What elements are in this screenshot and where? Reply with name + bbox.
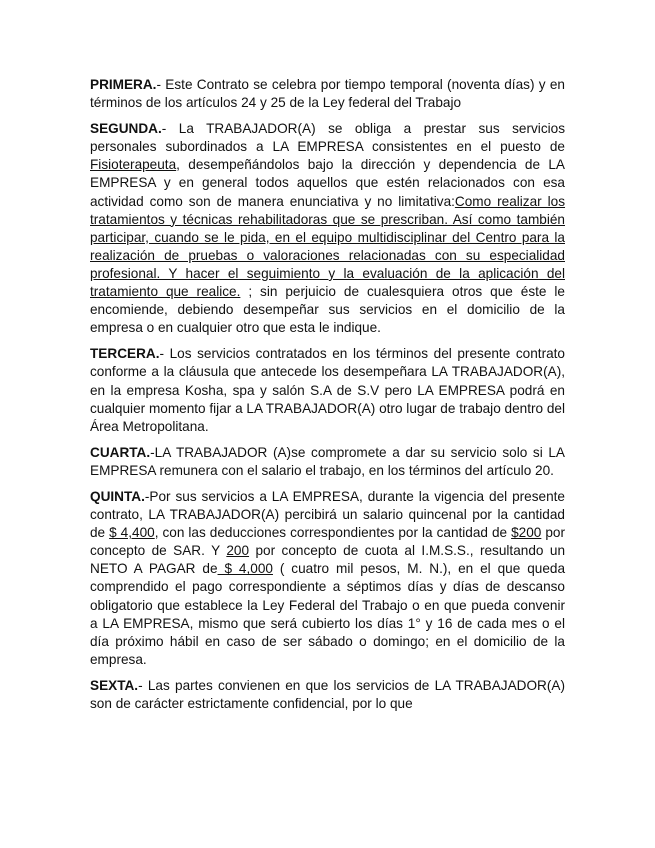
- clause-text: ; sin perjuicio de cualesquiera otros que éste le encomiende, debiendo desempeñar sus servicios en el domicilio de la empresa o en cualquier otro que esta le indique.: [90, 284, 565, 336]
- net-amount: $ 4,000: [217, 561, 273, 577]
- clause-heading: SEGUNDA.: [90, 121, 162, 137]
- contract-page: [90, 76, 565, 721]
- clause-text: por concepto de cuota al I.M.S.S., resultando un NETO A PAGAR de: [90, 543, 565, 577]
- clause-text: , con las deducciones correspondientes por la cantidad de: [154, 525, 512, 541]
- clause-heading: PRIMERA.: [90, 77, 157, 92]
- clause-text: - Los servicios contratados en los términos del presente contrato conforme a la cláusula que antecede los desempeñara LA TRABAJADOR(A), en la empresa Kosha, spa y salón S.A de S.V pero LA EMPRESA podrá en cualquier momento fijar a LA TRABAJADOR(A) otro lugar de trabajo dentro del Área Metropolitana.: [90, 346, 566, 434]
- clause-text: -Por sus servicios a LA EMPRESA, durante la vigencia del presente contrato, LA TRABAJADOR(A) percibirá un salario quincenal por la cantidad de: [90, 488, 565, 541]
- imss-amount: 200: [226, 543, 250, 559]
- job-duties: Como realizar los tratamientos y técnicas rehabilitadoras que se prescriban. Así como también participar, cuando se le pida, en el equipo multidisciplinar del Centro para la realización de pruebas o valoraciones relacionadas con su especialidad profesional. Y hacer el seguimiento y la evaluación de la aplicación del tratamiento que realice.: [90, 193, 566, 300]
- clause-text: - La TRABAJADOR(A) se obliga a prestar sus servicios personales subordinados a LA EMPRESA consistentes en el puesto de: [90, 121, 565, 155]
- clause-sexta: [90, 677, 565, 713]
- clause-text: - Las partes convienen en que los servicios de LA TRABAJADOR(A) son de carácter estrictamente confidencial, por lo que: [90, 677, 565, 711]
- clause-heading: SEXTA.: [90, 677, 139, 693]
- clause-text: -LA TRABAJADOR (A)se compromete a dar su servicio solo si LA EMPRESA remunera con el salario el trabajo, en los términos del artículo 20.: [90, 444, 565, 478]
- clause-quinta: [90, 488, 565, 669]
- salary-amount: $ 4,400: [109, 525, 155, 541]
- clause-heading: TERCERA.: [90, 346, 160, 362]
- job-title: Fisioterapeuta: [90, 157, 177, 173]
- clause-tercera: [90, 345, 565, 435]
- clause-heading: QUINTA.: [90, 488, 145, 504]
- clause-text: , desempeñándolos bajo la dirección y dependencia de LA EMPRESA y en general todos aquellos que estén relacionados con esa actividad como son de manera enunciativa y no limitativa:: [90, 157, 565, 209]
- clause-heading: CUARTA.: [90, 444, 151, 460]
- clause-text: ( cuatro mil pesos, M. N.), en el que queda comprendido el pago correspondiente a séptimos días y días de descanso obligatorio que establece la Ley Federal del Trabajo o en que pueda convenir a LA EMPRESA, mismo que será cubierto los días 1° y 16 de cada mes o el día próximo hábil en caso de ser sábado o domingo; en el domicilio de la empresa.: [90, 561, 565, 667]
- clause-text: por concepto de SAR. Y: [90, 525, 565, 559]
- clause-primera: [90, 76, 565, 112]
- clause-segunda: [90, 120, 565, 337]
- clause-cuarta: [90, 444, 565, 480]
- clause-text: - Este Contrato se celebra por tiempo temporal (noventa días) y en términos de los artículos 24 y 25 de la Ley federal del Trabajo: [90, 77, 565, 111]
- sar-amount: $200: [511, 525, 542, 541]
